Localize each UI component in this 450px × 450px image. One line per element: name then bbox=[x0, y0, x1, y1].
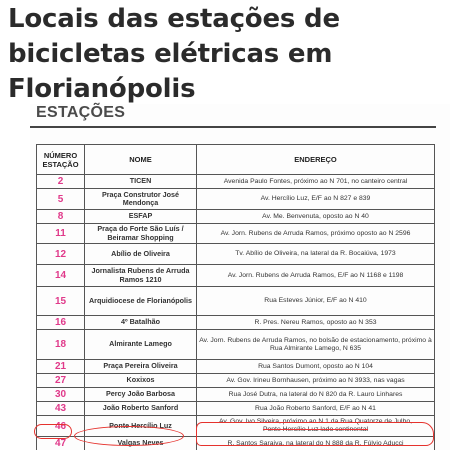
table-row bbox=[37, 402, 435, 416]
station-name: João Roberto Sanford bbox=[85, 402, 197, 416]
station-number: 27 bbox=[37, 374, 85, 388]
station-name: Ponte Hercílio Luz bbox=[85, 416, 197, 437]
station-address: Avenida Paulo Fontes, próximo ao N 701, no canteiro central bbox=[197, 175, 435, 189]
station-address: Av. Gov. Irineu Bornhausen, próximo ao N 3933, nas vagas bbox=[197, 374, 435, 388]
table-row bbox=[37, 224, 435, 244]
column-header-address: ENDEREÇO bbox=[197, 145, 435, 175]
station-address bbox=[197, 416, 435, 437]
station-name: Koxixos bbox=[85, 374, 197, 388]
station-name: Praça Construtor José Mendonça bbox=[85, 189, 197, 210]
table-row bbox=[37, 265, 435, 287]
station-number: 30 bbox=[37, 388, 85, 402]
station-name: Jornalista Rubens de Arruda Ramos 1210 bbox=[85, 265, 197, 287]
station-address: Av. Jorn. Rubens de Arruda Ramos, próximo oposto ao N 2596 bbox=[197, 224, 435, 244]
table-row bbox=[37, 244, 435, 265]
station-address: Rua José Dutra, na lateral do N 820 da R. Lauro Linhares bbox=[197, 388, 435, 402]
station-number: 18 bbox=[37, 330, 85, 360]
table-row bbox=[37, 360, 435, 374]
table-row bbox=[37, 388, 435, 402]
table-row bbox=[37, 175, 435, 189]
station-address: R. Pres. Nereu Ramos, oposto ao N 353 bbox=[197, 316, 435, 330]
station-number: 21 bbox=[37, 360, 85, 374]
station-address: Tv. Abílio de Oliveira, na lateral da R. Bocaiúva, 1973 bbox=[197, 244, 435, 265]
stations-document bbox=[30, 104, 450, 450]
station-number: 15 bbox=[37, 287, 85, 316]
table-row bbox=[37, 287, 435, 316]
station-name: Praça do Forte São Luís / Beiramar Shopping bbox=[85, 224, 197, 244]
station-number: 46 bbox=[37, 416, 85, 437]
station-address: Rua Esteves Júnior, E/F ao N 410 bbox=[197, 287, 435, 316]
station-name: Praça Pereira Oliveira bbox=[85, 360, 197, 374]
station-name: Arquidiocese de Florianópolis bbox=[85, 287, 197, 316]
station-address: Rua Santos Dumont, oposto ao N 104 bbox=[197, 360, 435, 374]
table-header-row bbox=[37, 145, 435, 175]
station-name: ESFAP bbox=[85, 210, 197, 224]
station-address: Av. Me. Benvenuta, oposto ao N 40 bbox=[197, 210, 435, 224]
station-address-main: Av. Gov. Ivo Silveira, próximo ao N 1 da Rua Quatorze de Julho, bbox=[218, 418, 413, 425]
column-header-number: NÚMERO ESTAÇÃO bbox=[37, 145, 85, 175]
station-number: 47 bbox=[37, 437, 85, 450]
station-name: Valgas Neves bbox=[85, 437, 197, 450]
station-name: Abílio de Oliveira bbox=[85, 244, 197, 265]
station-address: R. Santos Saraiva, na lateral do N 888 da R. Fúlvio Aducci bbox=[197, 437, 435, 450]
table-row bbox=[37, 330, 435, 360]
station-number: 14 bbox=[37, 265, 85, 287]
station-number: 8 bbox=[37, 210, 85, 224]
station-name: 4º Batalhão bbox=[85, 316, 197, 330]
station-number: 5 bbox=[37, 189, 85, 210]
station-address: Av. Jorn. Rubens de Arruda Ramos, E/F ao N 1168 e 1198 bbox=[197, 265, 435, 287]
struck-address-text: Ponte Hercílio Luz lado continental bbox=[262, 426, 369, 433]
station-number: 11 bbox=[37, 224, 85, 244]
page-headline: Locais das estações de bicicletas elétricas em Florianópolis bbox=[8, 4, 340, 104]
section-divider bbox=[30, 126, 436, 128]
stations-table bbox=[36, 144, 435, 450]
table-row bbox=[37, 316, 435, 330]
station-number: 12 bbox=[37, 244, 85, 265]
station-number: 16 bbox=[37, 316, 85, 330]
table-row bbox=[37, 374, 435, 388]
table-row bbox=[37, 189, 435, 210]
station-address: Av. Hercílio Luz, E/F ao N 827 e 839 bbox=[197, 189, 435, 210]
section-title: ESTAÇÕES bbox=[36, 104, 126, 121]
station-address: Av. Jorn. Rubens de Arruda Ramos, no bolsão de estacionamento, próximo à Rua Almirante Lamego, N 635 bbox=[197, 330, 435, 360]
station-address: Rua João Roberto Sanford, E/F ao N 41 bbox=[197, 402, 435, 416]
table-row bbox=[37, 437, 435, 450]
column-header-name: NOME bbox=[85, 145, 197, 175]
table-row bbox=[37, 416, 435, 437]
station-name: Almirante Lamego bbox=[85, 330, 197, 360]
station-number: 43 bbox=[37, 402, 85, 416]
table-row bbox=[37, 210, 435, 224]
station-number: 2 bbox=[37, 175, 85, 189]
station-name: Percy João Barbosa bbox=[85, 388, 197, 402]
station-name: TICEN bbox=[85, 175, 197, 189]
